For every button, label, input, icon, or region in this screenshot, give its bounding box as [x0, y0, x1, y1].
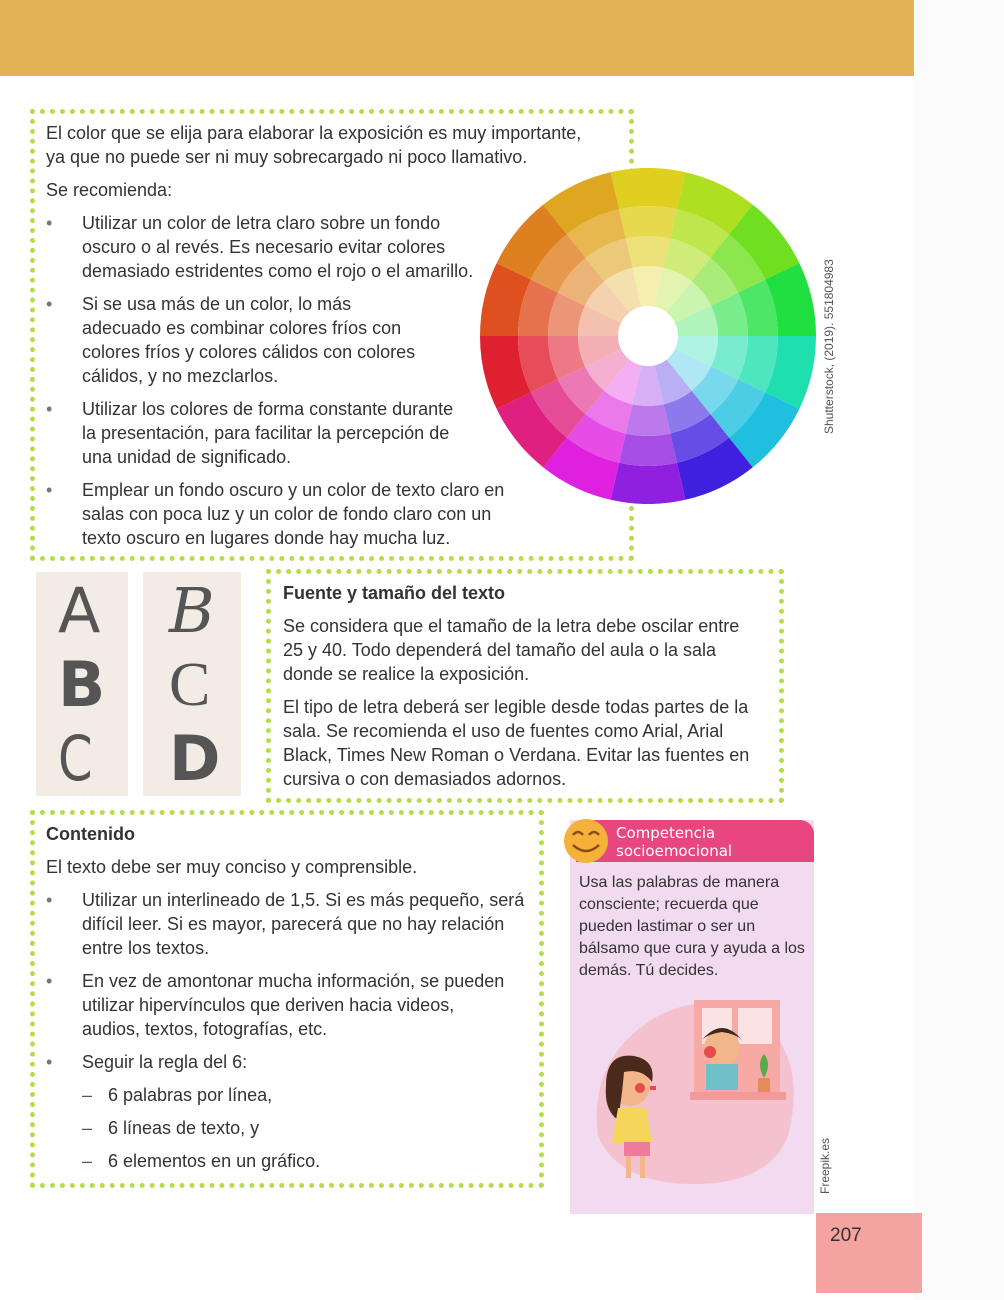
- rule-of-six-list: [82, 1083, 530, 1173]
- letter-serif: C: [169, 651, 211, 719]
- font-size-text: [283, 581, 769, 791]
- list-item: • Utilizar un color de letra claro sobre un fondo oscuro o al revés. Es necesario evitar colores demasiado estridentes como el rojo o el amarillo.: [46, 211, 492, 283]
- list-item: • Utilizar los colores de forma constante durante la presentación, para facilitar la percepción de una unidad de significado.: [46, 397, 457, 469]
- list-item: – 6 líneas de texto, y: [82, 1116, 530, 1140]
- page-margin: [914, 0, 1004, 1300]
- children-illustration: [578, 986, 808, 1192]
- header-band: [0, 0, 914, 76]
- content-text: [46, 822, 530, 1173]
- illustration-credit: Freepik.es: [818, 1137, 832, 1194]
- list-item: – 6 elementos en un gráfico.: [82, 1149, 530, 1173]
- content-bullet-list: [46, 888, 530, 1074]
- letter-sans: A: [58, 574, 101, 647]
- recommend-label: Se recomienda:: [46, 180, 173, 200]
- smiley-icon: [560, 816, 612, 866]
- font-heading: Fuente y tamaño del texto: [283, 583, 506, 603]
- list-item: • Utilizar un interlineado de 1,5. Si es más pequeño, será difícil leer. Si es mayor, parecerá que no hay relación entre los textos.: [46, 888, 530, 960]
- competencia-text: Usa las palabras de manera consciente; recuerda que pueden lastimar o ser un bálsamo que cura y ayuda a los demás. Tú decides.: [579, 874, 805, 979]
- competencia-title-line1: Competencia: [616, 824, 716, 842]
- list-item: • En vez de amontonar mucha información, se pueden utilizar hipervínculos que deriven hacia videos, audios, textos, fotografías, etc.: [46, 969, 512, 1041]
- color-wheel-image: [480, 168, 816, 504]
- letter-thin: C: [58, 722, 93, 795]
- competencia-title: [616, 824, 732, 860]
- letter-card-left: [36, 572, 128, 796]
- competencia-title-line2: socioemocional: [616, 842, 733, 860]
- font-paragraph-1: Se considera que el tamaño de la letra debe oscilar entre 25 y 40. Todo dependerá del tamaño del aula o la sala donde se realice la exposición.: [283, 616, 740, 684]
- font-paragraph-2: El tipo de letra deberá ser legible desde todas partes de la sala. Se recomienda el uso de fuentes como Arial, Arial Black, Times New Roman o Verdana. Evitar las fuentes en cursiva o con demasiados adornos.: [283, 697, 750, 789]
- list-item: • Si se usa más de un color, lo más adecuado es combinar colores fríos con colores fríos y colores cálidos con colores cálidos, y no mezclarlos.: [46, 292, 427, 388]
- content-paragraph: El texto debe ser muy conciso y comprensible.: [46, 857, 418, 877]
- intro-paragraph: El color que se elija para elaborar la exposición es muy importante, ya que no puede ser ni muy sobrecargado ni poco llamativo.: [46, 123, 582, 167]
- letter-decorative: B: [169, 574, 215, 647]
- letter-bold: B: [58, 648, 106, 721]
- list-item: • Emplear un fondo oscuro y un color de texto claro en salas con poca luz y un color de fondo claro con un texto oscuro en lugares donde hay mucha luz.: [46, 478, 522, 550]
- list-item: • Seguir la regla del 6:: [46, 1050, 530, 1074]
- letter-rounded: D: [169, 722, 221, 795]
- list-item: – 6 palabras por línea,: [82, 1083, 530, 1107]
- letter-card-right: [143, 572, 241, 796]
- content-heading: Contenido: [46, 824, 135, 844]
- page-number: 207: [816, 1213, 922, 1293]
- photo-credit: Shutterstock, (2019). 551804983: [822, 259, 836, 434]
